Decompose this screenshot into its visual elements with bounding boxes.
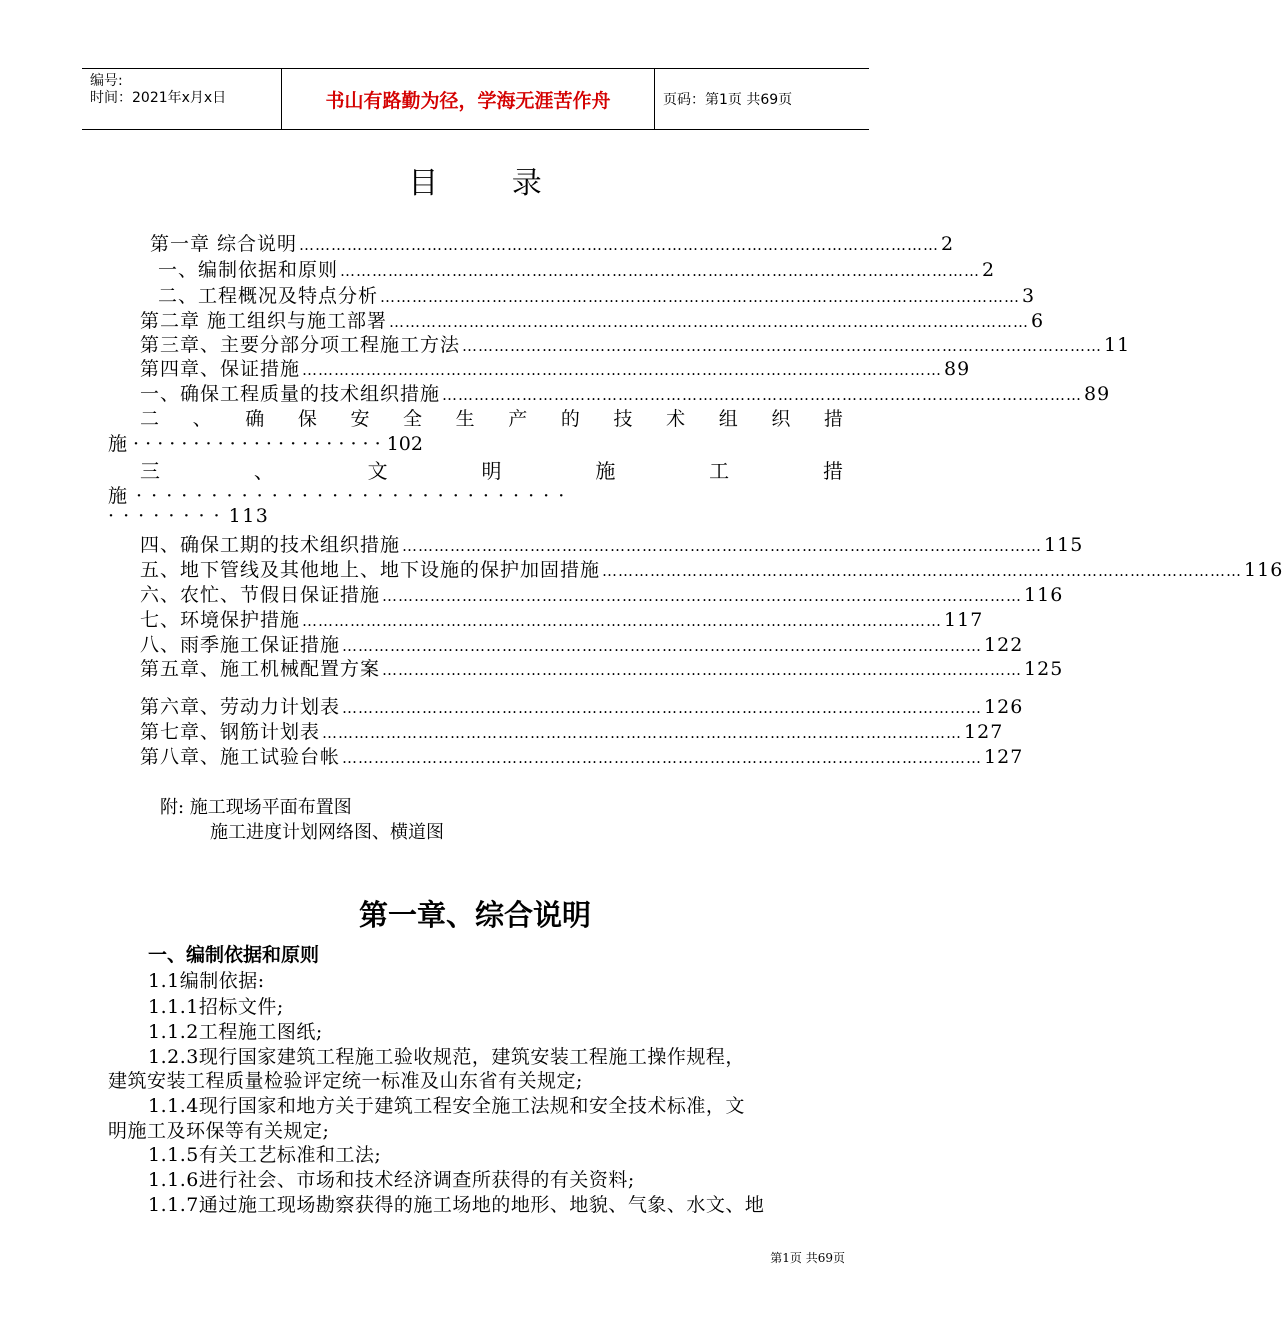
toc-char: 二 bbox=[140, 408, 160, 430]
body-line: 1.1.6进行社会、市场和技术经济调查所获得的有关资料; bbox=[148, 1169, 635, 1191]
toc-entry[interactable] bbox=[158, 281, 1036, 307]
toc-entry-label: 第三章、主要分部分项工程施工方法 bbox=[140, 334, 461, 356]
toc-char: 确 bbox=[245, 408, 265, 430]
body-line: 1.2.3现行国家建筑工程施工验收规范，建筑安装工程施工操作规程， bbox=[148, 1046, 745, 1068]
toc-entry[interactable] bbox=[140, 630, 1024, 656]
toc-char: 、 bbox=[253, 459, 274, 483]
toc-entry-civil-cont: 施 · · · · · · · · · · · · · · · · · · · · · · · · · · · · · bbox=[108, 485, 566, 507]
toc-char: 织 bbox=[771, 408, 791, 430]
toc-entry-page: 89 bbox=[1084, 383, 1111, 405]
toc-leader: ………………………………………………………………………………………………………… bbox=[302, 612, 943, 630]
toc-char: 措 bbox=[822, 459, 843, 483]
toc-entry-label: 二、工程概况及特点分析 bbox=[158, 285, 379, 307]
toc-entry-label: 一、编制依据和原则 bbox=[158, 259, 339, 281]
toc-leader: ………………………………………………………………………………………………………… bbox=[322, 724, 963, 742]
header-page-info: 页码：第1页 共69页 bbox=[663, 92, 793, 108]
toc-entry-safety[interactable] bbox=[140, 404, 843, 431]
toc-entry-page: 2 bbox=[941, 233, 955, 255]
toc-leader: ………………………………………………………………………………………………………… bbox=[602, 562, 1243, 580]
toc-entry-page: 6 bbox=[1031, 310, 1045, 332]
toc-entry-label: 六、农忙、节假日保证措施 bbox=[140, 584, 381, 606]
toc-entry-label: 第一章 综合说明 bbox=[150, 233, 298, 255]
toc-char: 三 bbox=[140, 459, 160, 483]
toc-char: 术 bbox=[666, 408, 686, 430]
toc-entry-page: 122 bbox=[984, 634, 1024, 656]
toc-leader: ………………………………………………………………………………………………………… bbox=[382, 587, 1023, 605]
toc-entry-page: 116 bbox=[1024, 584, 1064, 606]
toc-char: 组 bbox=[718, 408, 738, 430]
toc-entry-safety-cont: 施 · · · · · · · · · · · · · · · · · · · · · 102 bbox=[108, 433, 423, 455]
toc-entry-page: 116 bbox=[1244, 559, 1283, 581]
toc-entry-page: 2 bbox=[982, 259, 996, 281]
toc-entry[interactable] bbox=[140, 530, 1084, 556]
toc-leader: ………………………………………………………………………………………………………… bbox=[442, 386, 1083, 404]
toc-char: 工 bbox=[709, 459, 730, 483]
toc-leader: ………………………………………………………………………………………………………… bbox=[342, 699, 983, 717]
header-meta bbox=[82, 69, 282, 129]
toc-char: 全 bbox=[403, 408, 423, 430]
toc-char: 生 bbox=[455, 408, 475, 430]
toc-char: 措 bbox=[823, 408, 843, 430]
toc-char: 明 bbox=[481, 459, 502, 483]
toc-char: 保 bbox=[297, 408, 317, 430]
page-footer: 第1页 共69页 bbox=[770, 1251, 845, 1265]
body-line: 1.1.2工程施工图纸; bbox=[148, 1021, 323, 1043]
toc-leader: ………………………………………………………………………………………………………… bbox=[340, 262, 981, 280]
toc-entry-label: 四、确保工期的技术组织措施 bbox=[140, 534, 401, 556]
toc-entry[interactable] bbox=[140, 717, 1004, 743]
toc-entry[interactable] bbox=[140, 742, 1024, 768]
toc-leader: ………………………………………………………………………………………………………… bbox=[342, 637, 983, 655]
header-time: 时间：2021年x月x日 bbox=[90, 90, 227, 106]
toc-leader: ………………………………………………………………………………………………………… bbox=[382, 661, 1023, 679]
toc-entry[interactable] bbox=[140, 354, 971, 380]
toc-char: 的 bbox=[560, 408, 580, 430]
toc-entry[interactable] bbox=[158, 255, 996, 281]
toc-entry[interactable] bbox=[140, 605, 984, 631]
header-number: 编号: bbox=[90, 73, 123, 89]
body-line: 1.1.1招标文件; bbox=[148, 996, 284, 1018]
toc-entry[interactable] bbox=[140, 555, 1283, 581]
toc-entry-label: 第五章、施工机械配置方案 bbox=[140, 658, 381, 680]
toc-title: 目 录 bbox=[408, 166, 574, 201]
toc-leader: ………………………………………………………………………………………………………… bbox=[299, 236, 940, 254]
toc-leader: ………………………………………………………………………………………………………… bbox=[462, 337, 1103, 355]
toc-entry[interactable] bbox=[140, 306, 1045, 332]
toc-entry-page: 117 bbox=[944, 609, 984, 631]
body-line: 1.1编制依据: bbox=[148, 970, 265, 992]
body-line: 1.1.4现行国家和地方关于建筑工程安全施工法规和安全技术标准，文 bbox=[148, 1095, 745, 1117]
toc-entry[interactable] bbox=[140, 692, 1024, 718]
appendix-line: 附: 施工现场平面布置图 bbox=[160, 797, 352, 818]
toc-entry-page: 89 bbox=[944, 358, 971, 380]
toc-entry-label: 五、地下管线及其他地上、地下设施的保护加固措施 bbox=[140, 559, 601, 581]
body-line: 1.1.5有关工艺标准和工法; bbox=[148, 1144, 382, 1166]
toc-entry-label: 第四章、保证措施 bbox=[140, 358, 301, 380]
chapter-title: 第一章、综合说明 bbox=[358, 898, 591, 932]
body-line: 明施工及环保等有关规定; bbox=[108, 1120, 330, 1142]
toc-char: 技 bbox=[613, 408, 633, 430]
body-line: 1.1.7通过施工现场勘察获得的施工场地的地形、地貌、气象、水文、地 bbox=[148, 1194, 765, 1216]
toc-entry-page: 126 bbox=[984, 696, 1024, 718]
toc-entry-civil-cont: · · · · · · · · 113 bbox=[108, 505, 270, 527]
toc-leader: ………………………………………………………………………………………………………… bbox=[302, 361, 943, 379]
header-slogan: 书山有路勤为径，学海无涯苦作舟 bbox=[281, 69, 655, 129]
toc-leader: ………………………………………………………………………………………………………… bbox=[380, 288, 1021, 306]
toc-entry-page: 11 bbox=[1104, 334, 1131, 356]
toc-leader: ………………………………………………………………………………………………………… bbox=[342, 749, 983, 767]
toc-entry-label: 第二章 施工组织与施工部署 bbox=[140, 310, 388, 332]
toc-entry[interactable] bbox=[140, 580, 1064, 606]
appendix-line: 施工进度计划网络图、横道图 bbox=[210, 822, 444, 843]
toc-leader: ………………………………………………………………………………………………………… bbox=[402, 537, 1043, 555]
toc-entry-page: 3 bbox=[1022, 285, 1036, 307]
toc-char: 、 bbox=[192, 408, 212, 430]
toc-char: 文 bbox=[367, 459, 388, 483]
toc-entry-label: 第八章、施工试验台帐 bbox=[140, 746, 341, 768]
toc-char: 安 bbox=[350, 408, 370, 430]
toc-entry-label: 第六章、劳动力计划表 bbox=[140, 696, 341, 718]
toc-entry-page: 127 bbox=[984, 746, 1024, 768]
toc-entry-civil[interactable] bbox=[140, 455, 843, 484]
toc-entry-label: 八、雨季施工保证措施 bbox=[140, 634, 341, 656]
body-line: 建筑安装工程质量检验评定统一标准及山东省有关规定; bbox=[108, 1070, 583, 1092]
toc-entry[interactable] bbox=[150, 229, 955, 255]
toc-char: 产 bbox=[508, 408, 528, 430]
toc-entry[interactable] bbox=[140, 654, 1064, 680]
toc-entry-label: 第七章、钢筋计划表 bbox=[140, 721, 321, 743]
toc-entry-page: 125 bbox=[1024, 658, 1064, 680]
toc-entry-label: 七、环境保护措施 bbox=[140, 609, 301, 631]
page-header bbox=[82, 68, 869, 130]
toc-char: 施 bbox=[595, 459, 616, 483]
toc-entry-label: 一、确保工程质量的技术组织措施 bbox=[140, 383, 441, 405]
toc-leader: ………………………………………………………………………………………………………… bbox=[389, 313, 1030, 331]
toc-entry-page: 115 bbox=[1044, 534, 1084, 556]
toc-entry-page: 127 bbox=[964, 721, 1004, 743]
toc-entry[interactable] bbox=[140, 330, 1131, 356]
section-title: 一、编制依据和原则 bbox=[148, 944, 320, 966]
toc-entry[interactable] bbox=[140, 379, 1111, 405]
